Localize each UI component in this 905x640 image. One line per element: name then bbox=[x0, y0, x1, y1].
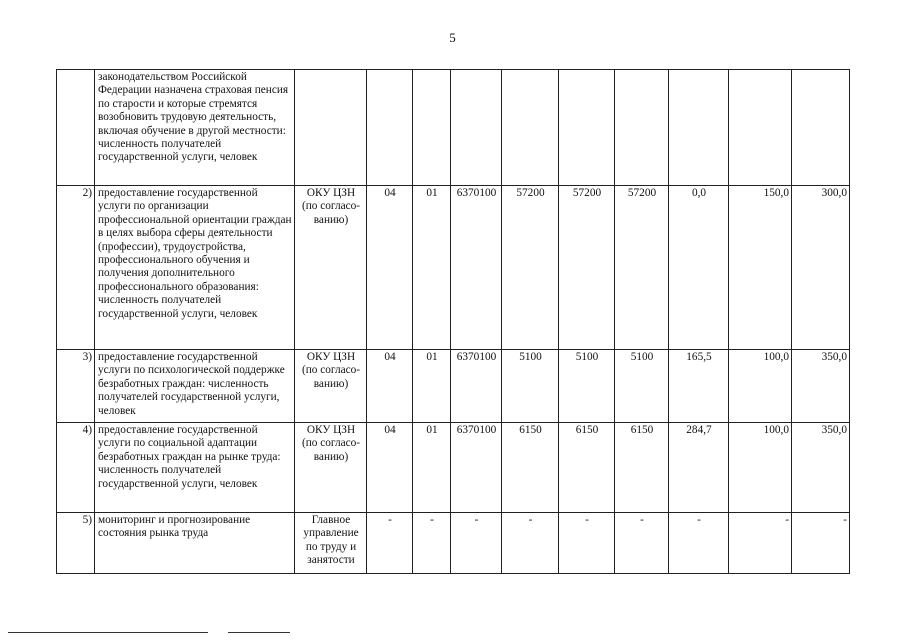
row-cell-value-4: - bbox=[669, 513, 729, 574]
row-cell-code: 6370100 bbox=[451, 186, 502, 350]
row-cell-subsection: - bbox=[413, 513, 451, 574]
row-number: 3) bbox=[57, 350, 95, 423]
row-cell-subsection bbox=[413, 70, 451, 186]
row-cell-value-5: - bbox=[729, 513, 792, 574]
row-cell-section bbox=[367, 70, 413, 186]
row-cell-value-3: 5100 bbox=[615, 350, 669, 423]
row-executor: ОКУ ЦЗН (по согласо-ванию) bbox=[295, 423, 367, 513]
row-description: предоставление государственной услуги по психологической поддержке безработных граждан: численность получателей государственной услуги, человек bbox=[95, 350, 295, 423]
table-row bbox=[57, 70, 850, 186]
row-description: предоставление государственной услуги по организации профессиональной ориентации граждан в целях выбора сферы деятельности (профессии), трудоустройства, профессионального обучения и получения дополнительного профессионального образования: численность получателей государственной услуги, человек bbox=[95, 186, 295, 350]
row-cell-subsection: 01 bbox=[413, 350, 451, 423]
footer-rule-short bbox=[228, 632, 290, 633]
row-cell-section: 04 bbox=[367, 423, 413, 513]
row-cell-value-2: 57200 bbox=[559, 186, 615, 350]
row-cell-value-1 bbox=[502, 70, 559, 186]
table-row bbox=[57, 350, 850, 423]
row-executor bbox=[295, 70, 367, 186]
row-cell-value-1: 6150 bbox=[502, 423, 559, 513]
row-number: 5) bbox=[57, 513, 95, 574]
row-cell-value-6: 350,0 bbox=[792, 350, 850, 423]
row-cell-value-3 bbox=[615, 70, 669, 186]
row-cell-section: 04 bbox=[367, 350, 413, 423]
row-cell-value-1: 57200 bbox=[502, 186, 559, 350]
row-executor: Главное управление по труду и занятости bbox=[295, 513, 367, 574]
row-cell-value-6: - bbox=[792, 513, 850, 574]
row-cell-value-2: 5100 bbox=[559, 350, 615, 423]
row-number: 4) bbox=[57, 423, 95, 513]
row-cell-code bbox=[451, 70, 502, 186]
row-cell-value-1: - bbox=[502, 513, 559, 574]
row-cell-value-3: 6150 bbox=[615, 423, 669, 513]
row-cell-subsection: 01 bbox=[413, 423, 451, 513]
row-cell-value-3: 57200 bbox=[615, 186, 669, 350]
row-cell-value-2 bbox=[559, 70, 615, 186]
row-executor: ОКУ ЦЗН (по согласо-ванию) bbox=[295, 186, 367, 350]
row-cell-code: - bbox=[451, 513, 502, 574]
row-cell-code: 6370100 bbox=[451, 423, 502, 513]
row-cell-value-5: 150,0 bbox=[729, 186, 792, 350]
row-cell-value-6: 350,0 bbox=[792, 423, 850, 513]
row-cell-value-5 bbox=[729, 70, 792, 186]
row-cell-section: - bbox=[367, 513, 413, 574]
row-cell-value-5: 100,0 bbox=[729, 423, 792, 513]
table-row bbox=[57, 423, 850, 513]
row-executor: ОКУ ЦЗН (по согласо-ванию) bbox=[295, 350, 367, 423]
row-cell-value-2: 6150 bbox=[559, 423, 615, 513]
row-description: законодательством Российской Федерации назначена страховая пенсия по старости и которые стремятся возобновить трудовую деятельность, включая обучение в другой местности: численность получателей государственной услуги, человек bbox=[95, 70, 295, 186]
row-cell-value-3: - bbox=[615, 513, 669, 574]
row-number: 2) bbox=[57, 186, 95, 350]
row-cell-value-5: 100,0 bbox=[729, 350, 792, 423]
row-cell-value-2: - bbox=[559, 513, 615, 574]
row-cell-subsection: 01 bbox=[413, 186, 451, 350]
row-cell-value-4: 284,7 bbox=[669, 423, 729, 513]
row-cell-value-4: 0,0 bbox=[669, 186, 729, 350]
row-number bbox=[57, 70, 95, 186]
footer-rule bbox=[8, 632, 208, 633]
table-row bbox=[57, 186, 850, 350]
row-cell-value-6 bbox=[792, 70, 850, 186]
row-description: предоставление государственной услуги по социальной адаптации безработных граждан на рынке труда: численность получателей государственной услуги, человек bbox=[95, 423, 295, 513]
row-cell-value-6: 300,0 bbox=[792, 186, 850, 350]
page-number: 5 bbox=[449, 30, 456, 45]
row-cell-value-1: 5100 bbox=[502, 350, 559, 423]
program-table bbox=[56, 69, 850, 574]
row-cell-code: 6370100 bbox=[451, 350, 502, 423]
row-description: мониторинг и прогнозирование состояния рынка труда bbox=[95, 513, 295, 574]
table-row bbox=[57, 513, 850, 574]
row-cell-section: 04 bbox=[367, 186, 413, 350]
row-cell-value-4 bbox=[669, 70, 729, 186]
row-cell-value-4: 165,5 bbox=[669, 350, 729, 423]
